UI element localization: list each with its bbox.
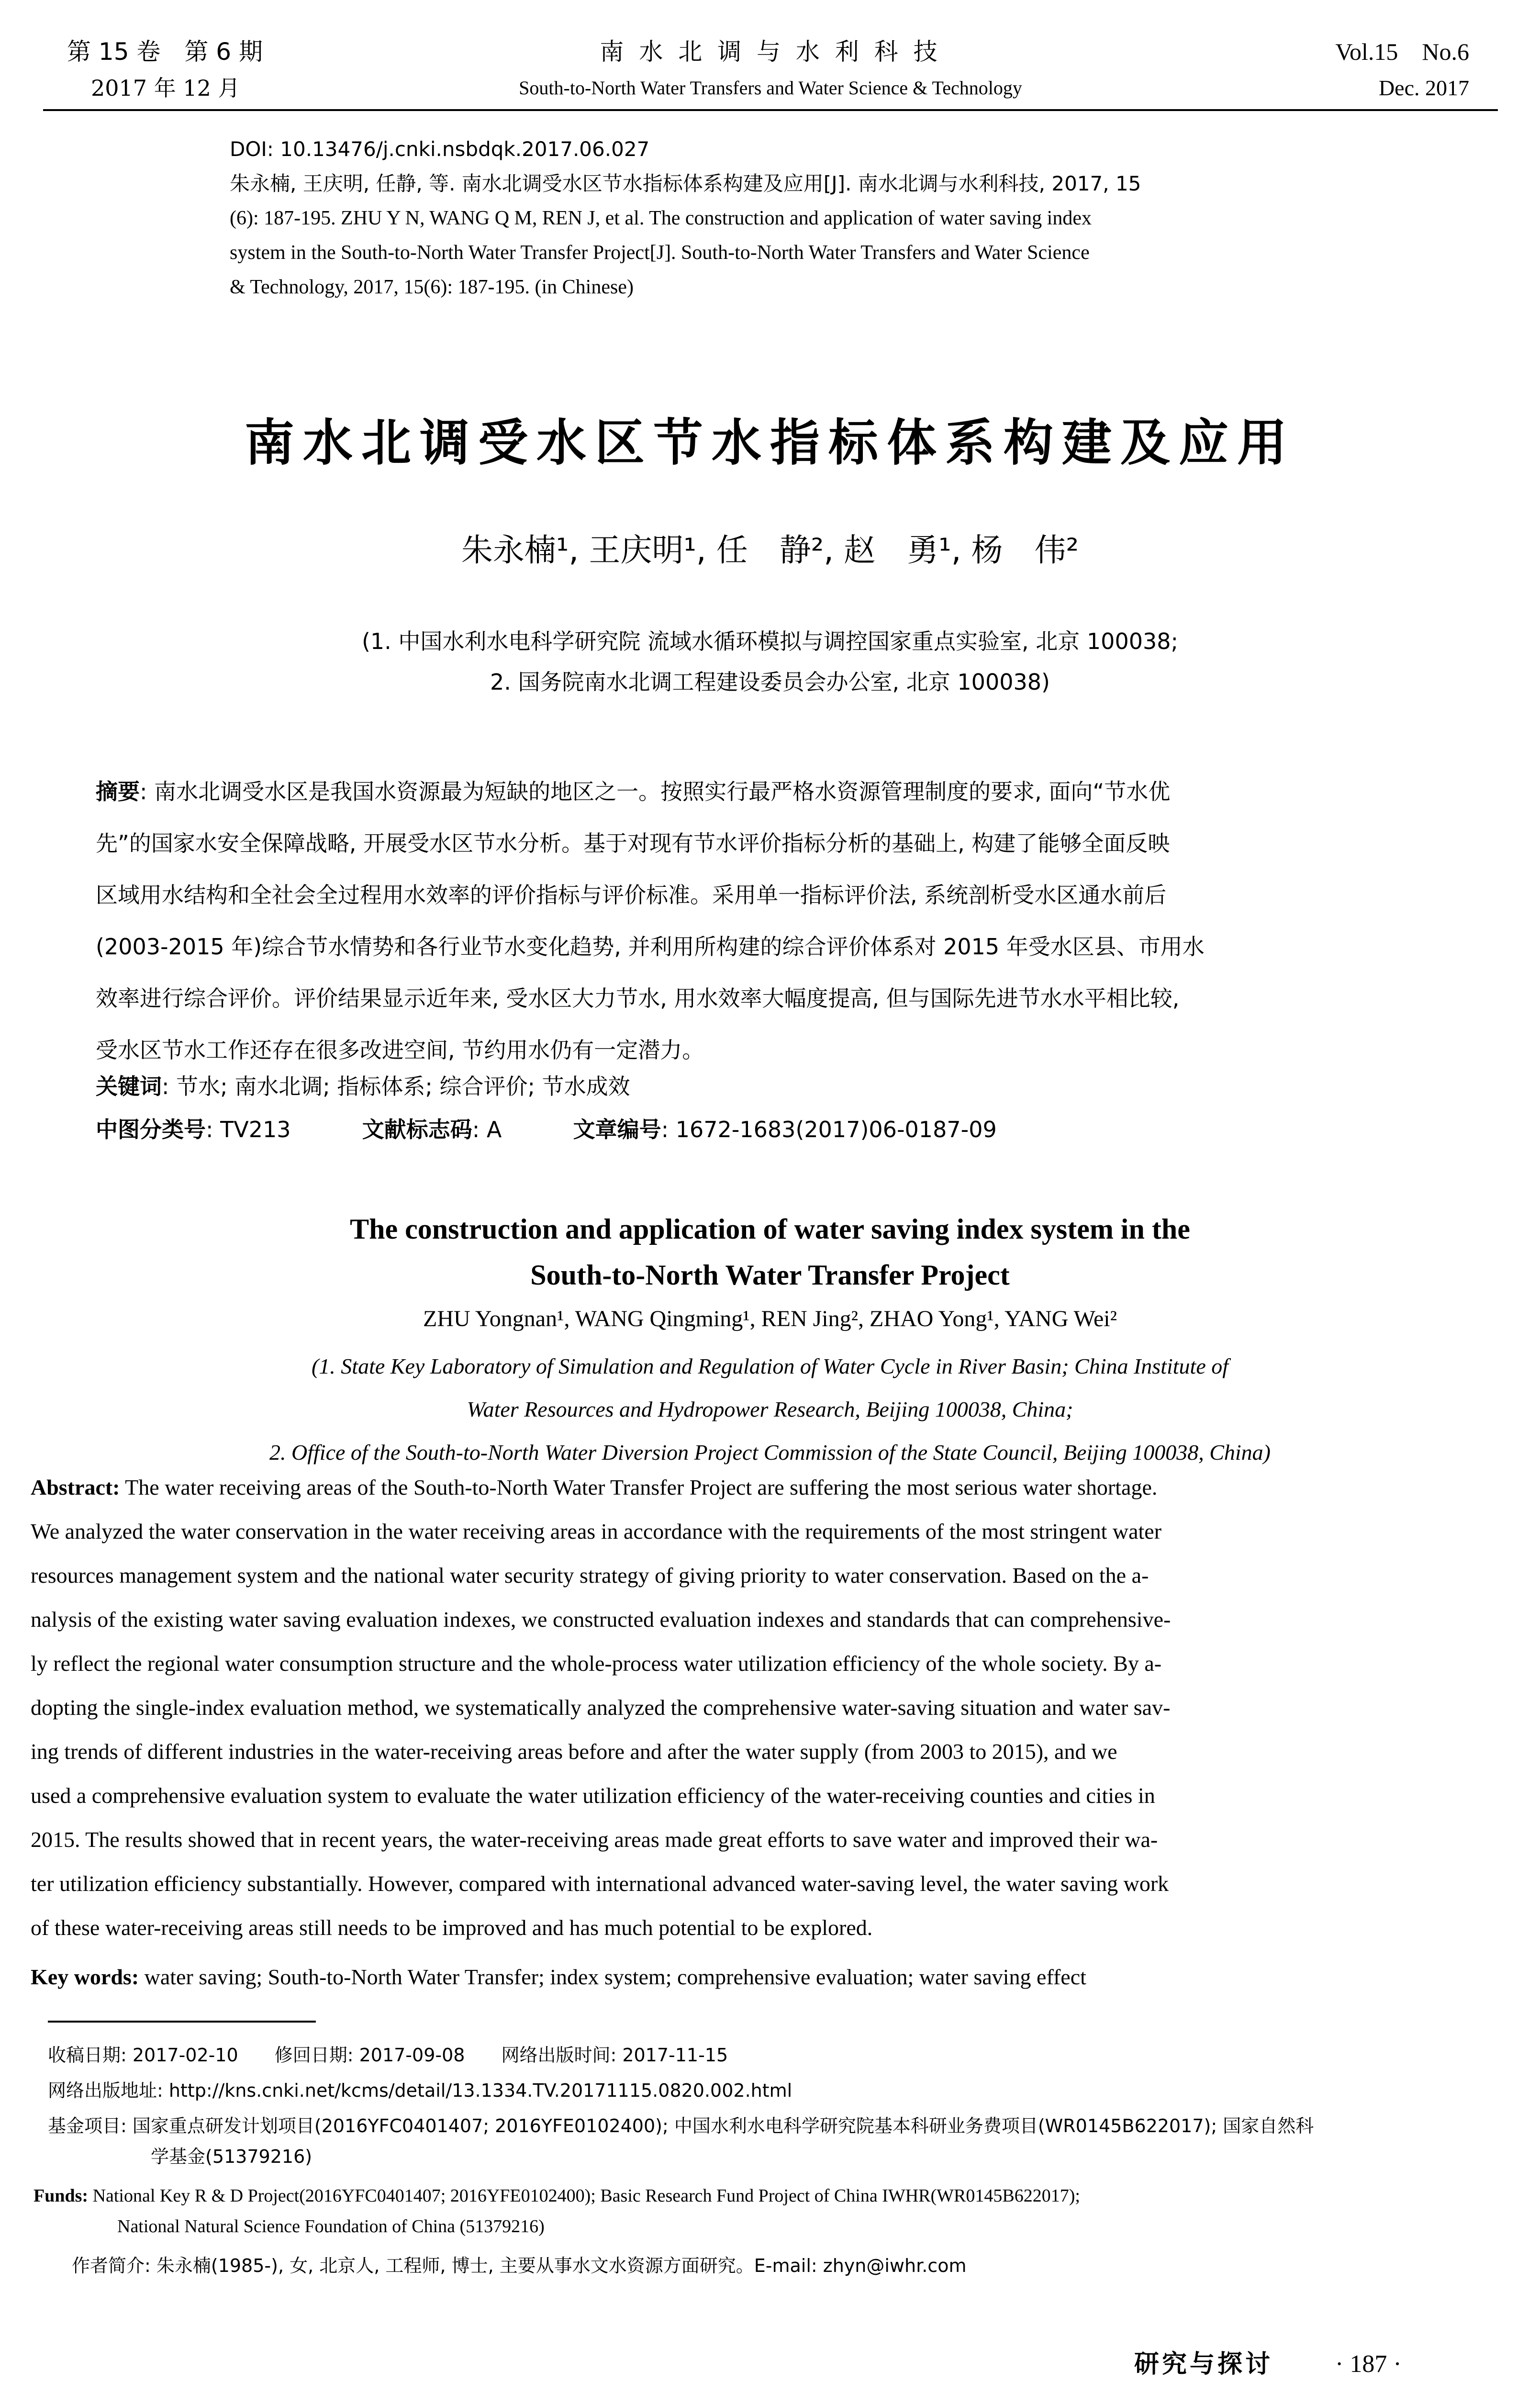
- abstract-en-label: Abstract:: [31, 1475, 120, 1499]
- page-number: · 187 ·: [1335, 2350, 1402, 2378]
- abstract-cn: 摘要: 南水北调受水区是我国水资源最为短缺的地区之一。按照实行最严格水资源管理制度的要求, 面向“节水优 先”的国家水安全保障战略, 开展受水区节水分析。基于对现有节水评价指标分析的基础上, 构建了能够全面反映 区域用水结构和全社会全过程用水效率的评价指标与评价标准。采用单一指标评价法, 系统剖析受水区通水前后 (2003-2015 年)综合节水情势和各行业节水变化趋势, 并利用所构建的综合评价体系对 2015 年受水区县、市用水 效率进行综合评价。评价结果显示近年来, 受水区大力节水, 用水效率大幅度提高, 但与国际先进节水水平相比较, 受水区节水工作还存在很多改进空间, 节约用水仍有一定潜力。: [96, 779, 1205, 1063]
- abstract-en-text: used a comprehensive evaluation system to evaluate the water utilization efficiency of the water-receiving counties and cities in: [31, 1783, 1155, 1808]
- doc-code-label: 文献标志码: [362, 1117, 472, 1142]
- article-id-value: 1672-1683(2017)06-0187-09: [675, 1117, 997, 1142]
- journal-title-cn: 南 水 北 调 与 水 利 科 技: [600, 38, 941, 66]
- title-cn: 南水北调受水区节水指标体系构建及应用: [244, 414, 1295, 472]
- footnote-rule: [48, 2021, 316, 2023]
- footnote-url: 网络出版地址: http://kns.cnki.net/kcms/detail/13.1334.TV.20171115.0820.002.html: [48, 2080, 792, 2101]
- keywords-en-label: Key words:: [31, 1965, 139, 1989]
- section-label: 研究与探讨: [1134, 2350, 1273, 2379]
- affiliation-en: Water Resources and Hydropower Research, Beijing 100038, China;: [467, 1397, 1073, 1421]
- abstract-en: [31, 1465, 1471, 1950]
- funds-text: National Key R & D Project(2016YFC0401407; 2016YFE0102400); Basic Research Fund Project of China IWHR(WR0145B622017);: [92, 2186, 1080, 2206]
- journal-title-en: South-to-North Water Transfers and Water Science & Technology: [519, 77, 1022, 99]
- footnote-dates: 收稿日期: 2017-02-10 修回日期: 2017-09-08 网络出版时间: 2017-11-15: [48, 2045, 728, 2066]
- article-id-label: 文章编号: [573, 1117, 661, 1142]
- classification-cn: 中图分类号: TV213 文献标志码: A 文章编号: 1672-1683(2017)06-0187-09: [96, 1117, 997, 1142]
- funds-label: Funds:: [33, 2186, 89, 2206]
- footnote-fund-cn: 基金项目: 国家重点研发计划项目(2016YFC0401407; 2016YFE0102400); 中国水利水电科学研究院基本科研业务费项目(WR0145B622017); 国家自然科: [48, 2115, 1314, 2136]
- citation-line: system in the South-to-North Water Transfer Project[J]. South-to-North Water Transfers and Water Science: [230, 242, 1090, 264]
- citation-line: & Technology, 2017, 15(6): 187-195. (in Chinese): [230, 276, 634, 298]
- affiliation-en: 2. Office of the South-to-North Water Diversion Project Commission of the State Council, Beijing 100038, China): [269, 1440, 1271, 1465]
- footnote-author: 作者简介: 朱永楠(1985-), 女, 北京人, 工程师, 博士, 主要从事水文水资源方面研究。E-mail: zhyn@iwhr.com: [72, 2255, 967, 2276]
- doi: DOI: 10.13476/j.cnki.nsbdqk.2017.06.027: [230, 137, 650, 161]
- abstract-en-text: resources management system and the national water security strategy of giving priority to water conservation. Based on the a-: [31, 1563, 1149, 1588]
- footnote-funds-en: [33, 2181, 1498, 2211]
- clc-value: TV213: [220, 1117, 291, 1142]
- header-rule: [43, 109, 1498, 111]
- abstract-en-text: ing trends of different industries in the water-receiving areas before and after the water supply (from 2003 to 2015), and we: [31, 1739, 1117, 1764]
- keywords-en: [31, 1955, 1471, 1999]
- abstract-cn-label: 摘要: [96, 779, 140, 805]
- title-en: The construction and application of water saving index system in the: [350, 1213, 1190, 1245]
- abstract-en-text: We analyzed the water conservation in the water receiving areas in accordance with the requirements of the most stringent water: [31, 1519, 1162, 1543]
- keywords-cn-label: 关键词: [96, 1073, 162, 1099]
- affiliation-cn: 2. 国务院南水北调工程建设委员会办公室, 北京 100038): [490, 669, 1050, 695]
- footnote-funds-en: National Natural Science Foundation of China (51379216): [117, 2216, 545, 2236]
- affiliation-cn: (1. 中国水利水电科学研究院 流域水循环模拟与调控国家重点实验室, 北京 100038;: [361, 628, 1179, 654]
- affiliation-en: (1. State Key Laboratory of Simulation and Regulation of Water Cycle in River Basin; China Institute of: [311, 1354, 1229, 1378]
- authors-cn: 朱永楠¹, 王庆明¹, 任 静², 赵 勇¹, 杨 伟²: [461, 532, 1079, 569]
- clc-label: 中图分类号: [96, 1117, 206, 1142]
- header-volume-en: Vol.15 No.6: [1335, 38, 1469, 65]
- abstract-cn-text: 南水北调受水区是我国水资源最为短缺的地区之一。按照实行最严格水资源管理制度的要求, 面向“节水优: [154, 779, 1171, 805]
- abstract-en-text: The water receiving areas of the South-to-North Water Transfer Project are suffering the most serious water shortage.: [125, 1475, 1158, 1499]
- abstract-en-text: 2015. The results showed that in recent years, the water-receiving areas made great efforts to save water and improved their wa-: [31, 1827, 1158, 1852]
- abstract-en-text: of these water-receiving areas still needs to be improved and has much potential to be explored.: [31, 1915, 873, 1940]
- citation-line: 朱永楠, 王庆明, 任静, 等. 南水北调受水区节水指标体系构建及应用[J]. 南水北调与水利科技, 2017, 15: [230, 172, 1141, 195]
- abstract-en-text: ter utilization efficiency substantially. However, compared with international advanced water-saving level, the water saving work: [31, 1871, 1169, 1896]
- abstract-cn-text: 区域用水结构和全社会全过程用水效率的评价指标与评价标准。采用单一指标评价法, 系统剖析受水区通水前后: [96, 882, 1167, 908]
- header-date-en: Dec. 2017: [1378, 76, 1469, 100]
- abstract-cn-text: (2003-2015 年)综合节水情势和各行业节水变化趋势, 并利用所构建的综合评价体系对 2015 年受水区县、市用水: [96, 934, 1205, 960]
- doc-code-value: A: [486, 1117, 502, 1142]
- citation-line: (6): 187-195. ZHU Y N, WANG Q M, REN J, et al. The construction and application of water saving index: [230, 207, 1092, 229]
- header-volume-cn: 第 15 卷 第 6 期: [67, 38, 263, 66]
- keywords-en-text: water saving; South-to-North Water Transfer; index system; comprehensive evaluation; water saving effect: [144, 1965, 1086, 1989]
- title-en: South-to-North Water Transfer Project: [530, 1259, 1010, 1291]
- keywords-cn-text: 节水; 南水北调; 指标体系; 综合评价; 节水成效: [176, 1073, 630, 1099]
- abstract-cn-text: 先”的国家水安全保障战略, 开展受水区节水分析。基于对现有节水评价指标分析的基础上, 构建了能够全面反映: [96, 830, 1170, 856]
- abstract-en-text: ly reflect the regional water consumption structure and the whole-process water utilization efficiency of the whole society. By a-: [31, 1651, 1162, 1676]
- abstract-cn-text: 受水区节水工作还存在很多改进空间, 节约用水仍有一定潜力。: [96, 1037, 704, 1063]
- abstract-en-text: nalysis of the existing water saving evaluation indexes, we constructed evaluation indexes and standards that can comprehensive-: [31, 1607, 1171, 1632]
- authors-en: ZHU Yongnan¹, WANG Qingming¹, REN Jing², ZHAO Yong¹, YANG Wei²: [423, 1306, 1117, 1331]
- abstract-en-text: dopting the single-index evaluation method, we systematically analyzed the comprehensive water-saving situation and water sav-: [31, 1695, 1171, 1720]
- footnote-fund-cn: 学基金(51379216): [151, 2146, 312, 2167]
- header-date-cn: 2017 年 12 月: [91, 75, 240, 101]
- abstract-cn-text: 效率进行综合评价。评价结果显示近年来, 受水区大力节水, 用水效率大幅度提高, 但与国际先进节水水平相比较,: [96, 985, 1180, 1011]
- keywords-cn: 关键词: 节水; 南水北调; 指标体系; 综合评价; 节水成效: [96, 1073, 630, 1099]
